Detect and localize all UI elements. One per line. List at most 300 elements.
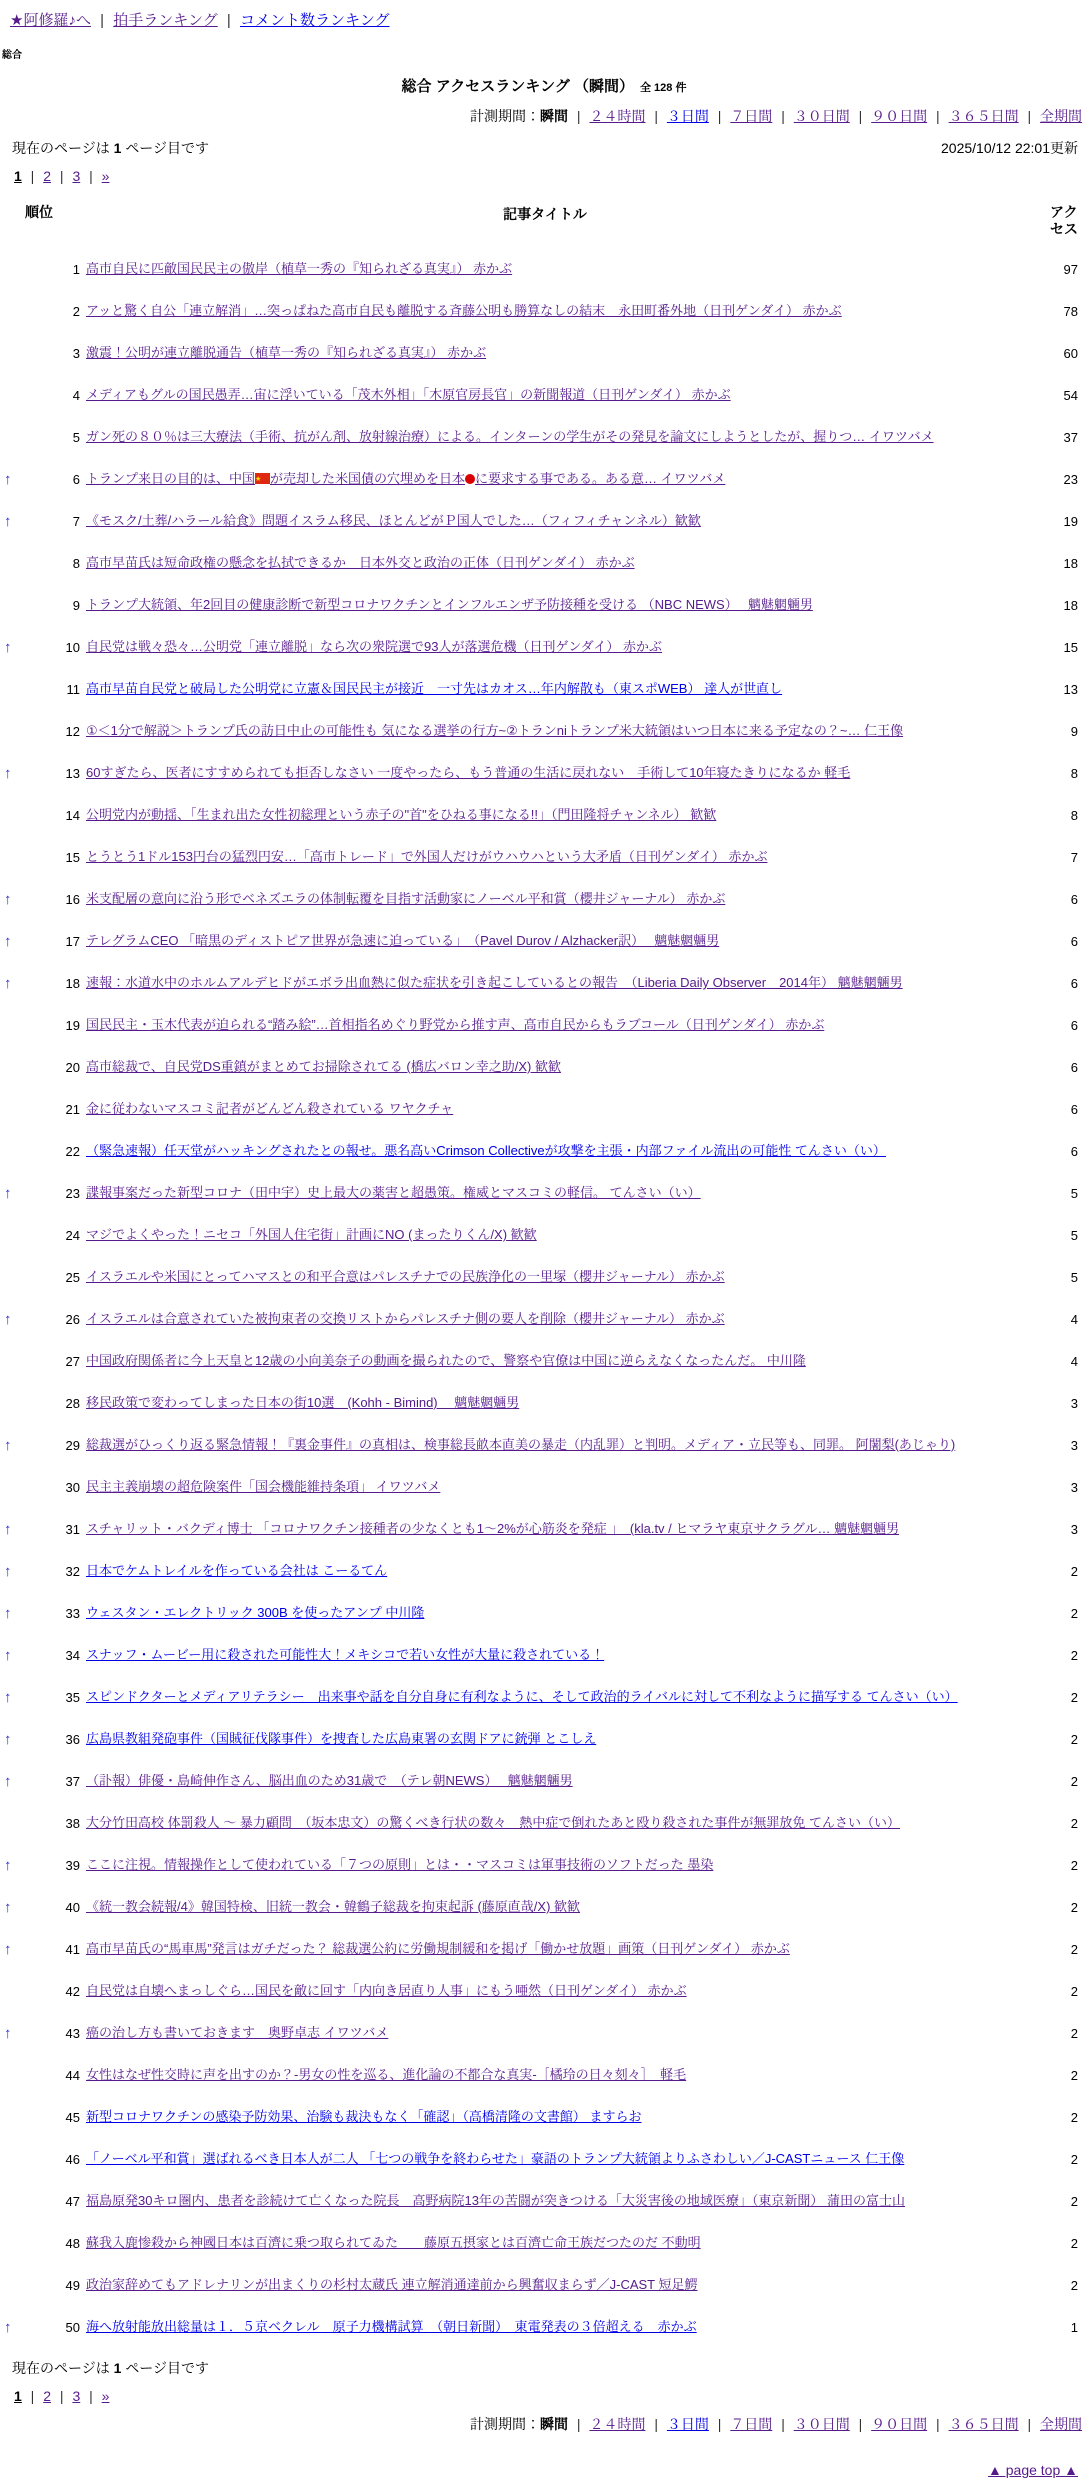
period-label: 計測期間： xyxy=(470,2416,541,2432)
access-count: 2 xyxy=(1070,1815,1078,1831)
rank-number: 42 xyxy=(65,1983,80,1999)
rank-number: 15 xyxy=(65,849,80,865)
rank-arrow-cell xyxy=(0,472,20,487)
access-count: 1 xyxy=(1070,2319,1078,2335)
separator: | xyxy=(56,2388,68,2404)
article-title-cell xyxy=(86,1519,1016,1539)
access-count: 6 xyxy=(1070,891,1078,907)
access-count: 3 xyxy=(1070,1521,1078,1537)
rank-up-icon: ↑ xyxy=(4,1436,12,1454)
access-count: 3 xyxy=(1070,1479,1078,1495)
table-row xyxy=(0,836,1088,878)
title-column-header: 記事タイトル xyxy=(503,206,587,222)
article-link[interactable]: （緊急速報）任天堂がハッキングされたとの報せ。悪名高いCrimson Collectiveが攻撃を主張・内部ファイル流出の可能性 てんさい（い） xyxy=(86,1143,886,1158)
rank-number: 27 xyxy=(65,1353,80,1369)
article-link[interactable]: 諜報事案だった新型コロナ（田中宇）史上最大の薬害と超愚策。権威とマスコミの軽信。 てんさい（い） xyxy=(86,1185,701,1200)
separator: | xyxy=(932,2416,944,2432)
article-link[interactable]: 蘇我入鹿惨殺から神國日本は百濟に乗つ取られてゐた 藤原五摂家とは百濟亡命王族だつたのだ 不動明 xyxy=(86,2235,701,2250)
access-count: 2 xyxy=(1070,1773,1078,1789)
article-title-cell xyxy=(86,1015,1016,1035)
access-count: 4 xyxy=(1070,1353,1078,1369)
topnav-link[interactable]: コメント数ランキング xyxy=(239,12,390,29)
separator: | xyxy=(777,108,789,124)
article-link[interactable]: 速報：水道水中のホルムアルデヒドがエボラ出血熱に似た症状を引き起こしているとの報告 （Liberia Daily Observer 2014年） 魑魅魍魎男 xyxy=(86,975,903,990)
table-row xyxy=(0,668,1088,710)
article-title-cell xyxy=(86,1981,1016,2001)
rank-arrow-cell xyxy=(0,1438,20,1453)
access-count: 18 xyxy=(1063,597,1078,613)
rank-number: 34 xyxy=(65,1647,80,1663)
article-link[interactable]: 広島県教組発砲事件（国賊征伐隊事件）を捜査した広島東署の玄関ドアに銃弾 とこしえ xyxy=(86,1731,597,1746)
article-link[interactable]: 海へ放射能放出総量は１．５京ベクレル 原子力機構試算 （朝日新聞） 東電発表の３倍超える 赤かぶ xyxy=(86,2319,697,2334)
table-row xyxy=(0,290,1088,332)
rank-up-icon: ↑ xyxy=(4,1310,12,1328)
access-count: 37 xyxy=(1063,429,1078,445)
access-count: 2 xyxy=(1070,1983,1078,1999)
separator: | xyxy=(713,108,726,124)
rank-number: 32 xyxy=(65,1563,80,1579)
article-title-cell xyxy=(86,1729,1016,1749)
separator: | xyxy=(26,168,39,184)
access-count: 2 xyxy=(1070,1857,1078,1873)
table-row xyxy=(0,1466,1088,1508)
rank-number: 14 xyxy=(65,807,80,823)
top-nav xyxy=(0,0,1088,32)
table-row xyxy=(0,2138,1088,2180)
rank-number: 38 xyxy=(65,1815,80,1831)
table-row xyxy=(0,1886,1088,1928)
article-title-cell xyxy=(86,1603,1016,1623)
separator: | xyxy=(854,108,867,124)
pagination-current-page[interactable]: 1 xyxy=(14,168,22,184)
article-title-cell xyxy=(86,259,1016,279)
rank-number: 39 xyxy=(65,1857,80,1873)
table-row xyxy=(0,2012,1088,2054)
table-row xyxy=(0,1046,1088,1088)
rank-number: 18 xyxy=(65,975,80,991)
pagination-link[interactable]: » xyxy=(101,2388,110,2404)
article-link[interactable]: スチャリット・バクディ博士 「コロナワクチン接種者の少なくとも1～2%が心筋炎を発症 」 (kla.tv / ヒマラヤ東京サクラグル… 魑魅魍魎男 xyxy=(86,1521,900,1536)
rank-number: 31 xyxy=(65,1521,80,1537)
period-link[interactable]: ３日間 xyxy=(666,2416,709,2432)
table-row xyxy=(0,794,1088,836)
period-link[interactable]: ３日間 xyxy=(666,108,709,124)
access-count: 19 xyxy=(1063,513,1078,529)
article-link[interactable]: 高市早苗氏は短命政権の懸念を払拭できるか 日本外交と政治の正体（日刊ゲンダイ） 赤かぶ xyxy=(86,555,635,570)
access-count: 2 xyxy=(1070,2151,1078,2167)
article-title-cell xyxy=(86,2275,1016,2295)
article-title-cell xyxy=(86,2023,1016,2043)
article-link[interactable]: 米支配層の意向に沿う形でベネズエラの体制転覆を目指す活動家にノーベル平和賞（櫻井ジャーナル） 赤かぶ xyxy=(86,891,726,906)
article-link[interactable]: 新型コロナワクチンの感染予防効果、治験も裁決もなく「確認」（高橋清隆の文書館） ますらお xyxy=(86,2109,642,2124)
article-title-cell xyxy=(86,385,1016,405)
period-bar-top xyxy=(0,96,1088,126)
separator: | xyxy=(854,2416,867,2432)
table-row xyxy=(0,1970,1088,2012)
rank-number: 10 xyxy=(65,639,80,655)
article-title-cell xyxy=(86,1183,1016,1203)
access-count: 6 xyxy=(1070,1059,1078,1075)
rank-number: 47 xyxy=(65,2193,80,2209)
article-link[interactable]: 高市自民に匹敵国民民主の傲岸（植草一秀の『知られざる真実』） 赤かぶ xyxy=(86,261,513,276)
article-link[interactable]: 女性はなぜ性交時に声を出すのか？-男女の性を巡る、進化論の不都合な真実-［橘玲の日々刻々］ 軽毛 xyxy=(86,2067,687,2082)
table-row xyxy=(0,1844,1088,1886)
table-row xyxy=(0,2306,1088,2348)
rank-number: 46 xyxy=(65,2151,80,2167)
separator: | xyxy=(573,108,585,124)
article-title-cell xyxy=(86,595,1016,615)
period-link[interactable]: ３６５日間 xyxy=(948,108,1019,124)
article-link[interactable]: とうとう1ドル153円台の猛烈円安…「高市トレード」で外国人だけがウハウハという大矛盾（日刊ゲンダイ） 赤かぶ xyxy=(86,849,768,864)
table-row xyxy=(0,1172,1088,1214)
article-link[interactable]: ガン死の８０％は三大療法（手術、抗がん剤、放射線治療）による。インターンの学生がその発見を論文にしようとしたが、握りつ… イワツバメ xyxy=(86,429,934,444)
rank-number: 7 xyxy=(72,513,80,529)
rank-up-icon: ↑ xyxy=(4,1184,12,1202)
article-title-cell xyxy=(86,469,1016,489)
article-title-cell xyxy=(86,1267,1016,1287)
rank-number: 8 xyxy=(72,555,80,571)
table-row xyxy=(0,332,1088,374)
pagination-top xyxy=(0,158,1088,184)
access-count: 6 xyxy=(1070,975,1078,991)
rank-number: 37 xyxy=(65,1773,80,1789)
article-title-cell xyxy=(86,847,1016,867)
table-row xyxy=(0,1676,1088,1718)
rank-number: 16 xyxy=(65,891,80,907)
access-column-header: アクセス xyxy=(1050,204,1078,237)
jp-dot-icon xyxy=(465,474,475,484)
rank-number: 5 xyxy=(72,429,80,445)
table-row xyxy=(0,752,1088,794)
table-row xyxy=(0,1550,1088,1592)
access-count: 23 xyxy=(1063,471,1078,487)
rank-arrow-cell xyxy=(0,1312,20,1327)
article-link[interactable]: イスラエルや米国にとってハマスとの和平合意はパレスチナでの民族浄化の一里塚（櫻井ジャーナル） 赤かぶ xyxy=(86,1269,725,1284)
rank-up-icon: ↑ xyxy=(4,638,12,656)
access-count: 5 xyxy=(1070,1269,1078,1285)
rank-arrow-cell xyxy=(0,1606,20,1621)
article-title-cell xyxy=(86,805,1016,825)
rank-number: 6 xyxy=(72,471,80,487)
table-row xyxy=(0,1004,1088,1046)
article-title-cell xyxy=(86,1225,1016,1245)
period-link[interactable]: ２４時間 xyxy=(589,2416,646,2432)
pagination-link[interactable]: » xyxy=(101,168,110,184)
article-title-cell xyxy=(86,2107,1016,2127)
topnav-link[interactable]: 拍手ランキング xyxy=(113,12,218,29)
rank-number: 24 xyxy=(65,1227,80,1243)
table-row xyxy=(0,626,1088,668)
table-body xyxy=(0,248,1088,2348)
table-row xyxy=(0,416,1088,458)
article-link[interactable]: 金に従わないマスコミ記者がどんどん殺されている ワヤクチャ xyxy=(86,1101,454,1116)
separator: | xyxy=(932,108,944,124)
article-title-cell xyxy=(86,2317,1016,2337)
article-title-cell xyxy=(86,1435,1016,1455)
article-link[interactable]: 中国政府関係者に今上天皇と12歳の小向美奈子の動画を撮られたので、警察や官僚は中国に逆らえなくなったんだ。 中川隆 xyxy=(86,1353,806,1368)
article-title-cell xyxy=(86,553,1016,573)
period-link[interactable]: ９０日間 xyxy=(871,2416,928,2432)
access-count: 8 xyxy=(1070,807,1078,823)
table-row xyxy=(0,500,1088,542)
table-row xyxy=(0,1760,1088,1802)
separator: | xyxy=(573,2416,585,2432)
article-title-cell xyxy=(86,889,1016,909)
article-title-cell xyxy=(86,1309,1016,1329)
access-count: 9 xyxy=(1070,723,1078,739)
article-title-cell xyxy=(86,2191,1016,2211)
access-count: 6 xyxy=(1070,1101,1078,1117)
rank-number: 28 xyxy=(65,1395,80,1411)
article-link[interactable]: 政治家辞めてもアドレナリンが出まくりの杉村太蔵氏 連立解消通達前から興奮収まらず／J-CAST 短足鰐 xyxy=(86,2277,698,2292)
rank-number: 48 xyxy=(65,2235,80,2251)
rank-arrow-cell xyxy=(0,1900,20,1915)
table-row xyxy=(0,2180,1088,2222)
period-link[interactable]: ９０日間 xyxy=(871,108,928,124)
topnav-link[interactable]: ★阿修羅♪へ xyxy=(10,12,91,29)
rank-arrow-cell xyxy=(0,1564,20,1579)
access-count: 13 xyxy=(1063,681,1078,697)
pagination-bottom xyxy=(0,2378,1088,2404)
rank-number: 20 xyxy=(65,1059,80,1075)
rank-up-icon: ↑ xyxy=(4,974,12,992)
article-link[interactable]: ここに注視。情報操作として使われている「７つの原則」とは・・マスコミは軍事技術のソフトだった 墨染 xyxy=(86,1857,714,1872)
page-info-row xyxy=(0,126,1088,158)
rank-up-icon: ↑ xyxy=(4,1688,12,1706)
access-count: 7 xyxy=(1070,849,1078,865)
article-title-cell xyxy=(86,679,1016,699)
article-link[interactable]: アッと驚く自公「連立解消」…突っぱねた高市自民も離脱する斉藤公明も勝算なしの結末 永田町番外地（日刊ゲンダイ） 赤かぶ xyxy=(86,303,842,318)
separator: | xyxy=(713,2416,726,2432)
period-link[interactable]: 全期間 xyxy=(1040,108,1082,124)
pagination-link[interactable]: 2 xyxy=(43,168,52,184)
article-title-cell xyxy=(86,1141,1016,1161)
table-row xyxy=(0,2264,1088,2306)
rank-arrow-cell xyxy=(0,1186,20,1201)
rank-up-icon: ↑ xyxy=(4,470,12,488)
article-title-cell xyxy=(86,2065,1016,2085)
article-link[interactable]: 《統一教会続報/4》韓国特検、旧統一教会・韓鶴子総裁を拘束起訴 (藤原直哉/X) 歓歓 xyxy=(86,1899,581,1914)
article-link[interactable]: 日本でケムトレイルを作っている会社は こーるてん xyxy=(86,1563,388,1578)
access-count: 2 xyxy=(1070,1689,1078,1705)
table-row xyxy=(0,710,1088,752)
article-link[interactable]: テレグラムCEO 「暗黒のディストピア世界が急速に迫っている」 （Pavel Durov / Alzhacker訳） 魑魅魍魎男 xyxy=(86,933,720,948)
article-link[interactable]: 高市早苗自民党と破局した公明党に立憲＆国民民主が接近 一寸先はカオス…年内解散も（東スポWEB） 達人が世直し xyxy=(86,681,783,696)
rank-number: 3 xyxy=(72,345,80,361)
current-page-number: 1 xyxy=(113,140,122,156)
rank-up-icon: ↑ xyxy=(4,932,12,950)
rank-number: 19 xyxy=(65,1017,80,1033)
table-row xyxy=(0,878,1088,920)
article-link[interactable]: 国民民主・玉木代表が迫られる“踏み絵”…首相指名めぐり野党から推す声、高市自民からもラブコール（日刊ゲンダイ） 赤かぶ xyxy=(86,1017,825,1032)
pagination-current-page[interactable]: 1 xyxy=(14,2388,22,2404)
article-link[interactable]: イスラエルは合意されていた被拘束者の交換リストからパレスチナ側の要人を削除（櫻井ジャーナル） 赤かぶ xyxy=(86,1311,725,1326)
rank-arrow-cell xyxy=(0,1774,20,1789)
table-row xyxy=(0,248,1088,290)
separator: | xyxy=(85,2388,97,2404)
rank-number: 45 xyxy=(65,2109,80,2125)
rank-up-icon: ↑ xyxy=(4,1898,12,1916)
rank-arrow-cell xyxy=(0,1858,20,1873)
rank-arrow-cell xyxy=(0,934,20,949)
rank-up-icon: ↑ xyxy=(4,1856,12,1874)
category-label: 総合 xyxy=(2,50,22,61)
article-link[interactable]: （訃報）俳優・島崎伸作さん、脳出血のため31歳で （テレ朝NEWS） 魑魅魍魎男 xyxy=(86,1773,573,1788)
article-title-cell xyxy=(86,931,1016,951)
access-count: 78 xyxy=(1063,303,1078,319)
article-link[interactable]: 自民党は自壊へまっしぐら…国民を敵に回す「内向き居直り人事」にもう唖然（日刊ゲンダイ） 赤かぶ xyxy=(86,1983,687,1998)
access-count: 2 xyxy=(1070,2067,1078,2083)
access-count: 5 xyxy=(1070,1227,1078,1243)
table-row xyxy=(0,1424,1088,1466)
period-bar-bottom xyxy=(0,2404,1088,2434)
table-row xyxy=(0,1088,1088,1130)
page-top-row xyxy=(0,2434,1088,2478)
access-count: 60 xyxy=(1063,345,1078,361)
period-link[interactable]: ７日間 xyxy=(730,2416,773,2432)
period-link[interactable]: ３６５日間 xyxy=(948,2416,1019,2432)
separator: | xyxy=(1023,108,1035,124)
article-link[interactable]: ウェスタン・エレクトリック 300B を使ったアンプ 中川隆 xyxy=(86,1605,425,1620)
article-title-cell xyxy=(86,973,1016,993)
article-link[interactable]: 高市総裁で、自民党DS重鎮がまとめてお掃除されてる (橋広バロン幸之助/X) 歓歓 xyxy=(86,1059,561,1074)
rank-number: 33 xyxy=(65,1605,80,1621)
separator: | xyxy=(85,168,97,184)
separator: | xyxy=(56,168,68,184)
table-header xyxy=(0,198,1088,248)
rank-up-icon: ↑ xyxy=(4,1562,12,1580)
article-link[interactable]: 「ノーベル平和賞」選ばれるべき日本人が二人 「七つの戦争を終わらせた」豪語のトランプ大統領よりふさわしい／J-CASTニュース 仁王像 xyxy=(86,2151,905,2166)
article-link[interactable]: トランプ大統領、年2回目の健康診断で新型コロナワクチンとインフルエンザ予防接種を受ける （NBC NEWS） 魑魅魍魎男 xyxy=(86,597,813,612)
table-row xyxy=(0,1718,1088,1760)
rank-up-icon: ↑ xyxy=(4,764,12,782)
table-row xyxy=(0,2054,1088,2096)
article-link[interactable]: 《モスク/土葬/ハラール給食》問題イスラム移民、ほとんどがＰ国人でした…（フィフィチャンネル）歓歓 xyxy=(86,513,701,528)
rank-arrow-cell xyxy=(0,1942,20,1957)
article-title-cell xyxy=(86,721,1016,741)
access-count: 2 xyxy=(1070,2109,1078,2125)
pagination-link[interactable]: 3 xyxy=(72,2388,81,2404)
article-link[interactable]: トランプ来日の目的は、中国 ★ が売却した米国債の穴埋めを日本 に要求する事である。ある意… イワツバメ xyxy=(86,471,725,486)
period-link[interactable]: 全期間 xyxy=(1040,2416,1082,2432)
rank-arrow-cell xyxy=(0,1648,20,1663)
rank-up-icon: ↑ xyxy=(4,1520,12,1538)
access-count: 2 xyxy=(1070,2193,1078,2209)
separator: | xyxy=(777,2416,789,2432)
table-row xyxy=(0,1256,1088,1298)
article-title-cell xyxy=(86,301,1016,321)
rank-number: 1 xyxy=(72,261,80,277)
table-row xyxy=(0,1214,1088,1256)
period-link[interactable]: ７日間 xyxy=(730,108,773,124)
rank-number: 50 xyxy=(65,2319,80,2335)
article-title-cell xyxy=(86,2149,1016,2169)
period-link[interactable]: ２４時間 xyxy=(589,108,646,124)
rank-up-icon: ↑ xyxy=(4,1604,12,1622)
pagination-link[interactable]: 3 xyxy=(72,168,81,184)
article-link[interactable]: スピンドクターとメディアリテラシー 出来事や話を自分自身に有利なように、そして政治的ライバルに対して不利なように描写する てんさい（い） xyxy=(86,1689,958,1704)
rank-number: 21 xyxy=(65,1101,80,1117)
table-row xyxy=(0,1592,1088,1634)
access-count: 2 xyxy=(1070,1563,1078,1579)
table-row xyxy=(0,1340,1088,1382)
article-title-cell xyxy=(86,2233,1016,2253)
article-link[interactable]: 大分竹田高校 体罰殺人 ～ 暴力顧問 （坂本忠文）の驚くべき行状の数々 熱中症で倒れたあと殴り殺された事件が無罪放免 てんさい（い） xyxy=(86,1815,900,1830)
article-link[interactable]: 公明党内が動揺、「生まれ出た女性初総理という赤子の"首"をひねる事になる!!」（門田隆将チャンネル） 歓歓 xyxy=(86,807,717,822)
separator: | xyxy=(650,108,662,124)
rank-up-icon: ↑ xyxy=(4,1940,12,1958)
article-title-cell xyxy=(86,1477,1016,1497)
article-title-cell xyxy=(86,1771,1016,1791)
table-row xyxy=(0,1508,1088,1550)
period-label: 計測期間： xyxy=(470,108,541,124)
rank-number: 36 xyxy=(65,1731,80,1747)
period-current: 瞬間 xyxy=(540,108,569,124)
table-row xyxy=(0,1298,1088,1340)
article-link[interactable]: ①＜1分で解説＞トランプ氏の訪日中止の可能性も 気になる選挙の行方~②トランniトランプ米大統領はいつ日本に来る予定なの？~… 仁王像 xyxy=(86,723,904,738)
article-link[interactable]: 自民党は戦々恐々…公明党「連立離脱」なら次の衆院選で93人が落選危機（日刊ゲンダイ） 赤かぶ xyxy=(86,639,663,654)
table-row xyxy=(0,374,1088,416)
article-link[interactable]: 高市早苗氏の“馬車馬”発言はガチだった？ 総裁選公約に労働規制緩和を掲げ「働かせ放題」画策（日刊ゲンダイ） 赤かぶ xyxy=(86,1941,790,1956)
rank-number: 22 xyxy=(65,1143,80,1159)
article-link[interactable]: スナッフ・ムービー用に殺された可能性大！メキシコで若い女性が大量に殺されている！ xyxy=(86,1647,605,1662)
rank-up-icon: ↑ xyxy=(4,1730,12,1748)
table-row xyxy=(0,2222,1088,2264)
rank-number: 35 xyxy=(65,1689,80,1705)
separator: | xyxy=(95,12,109,29)
article-link[interactable]: 総裁選がひっくり返る緊急情報！『裏金事件』の真相は、検事総長畝本直美の暴走（内乱罪）と判明。メディア・立民等も、同罪。 阿闍梨(あじゃり) xyxy=(86,1437,956,1452)
rank-number: 49 xyxy=(65,2277,80,2293)
rank-number: 9 xyxy=(72,597,80,613)
article-title-cell xyxy=(86,1645,1016,1665)
rank-arrow-cell xyxy=(0,640,20,655)
table-row xyxy=(0,1130,1088,1172)
article-link[interactable]: マジでよくやった！ニセコ「外国人住宅街」計画にNO (まったりくん/X) 歓歓 xyxy=(86,1227,537,1242)
rank-column-header: 順位 xyxy=(25,204,53,220)
rank-up-icon: ↑ xyxy=(4,2318,12,2336)
article-link[interactable]: 激震！公明が連立離脱通告（植草一秀の『知られざる真実』） 赤かぶ xyxy=(86,345,487,360)
period-link[interactable]: ３０日間 xyxy=(793,2416,850,2432)
access-count: 2 xyxy=(1070,2277,1078,2293)
article-title-cell xyxy=(86,637,1016,657)
article-link[interactable]: メディアもグルの国民愚弄…宙に浮いている「茂木外相」「木原官房長官」の新聞報道（日刊ゲンダイ） 赤かぶ xyxy=(86,387,731,402)
access-count: 2 xyxy=(1070,1605,1078,1621)
article-link[interactable]: 60すぎたら、医者にすすめられても拒否しなさい 一度やったら、もう普通の生活に戻れない 手術して10年寝たきりになるか 軽毛 xyxy=(86,765,851,780)
article-link[interactable]: 福島原発30キロ圏内、患者を診続けて亡くなった院長 高野病院13年の苦闘が突きつける「大災害後の地域医療」（東京新聞） 蒲田の富士山 xyxy=(86,2193,906,2208)
rank-number: 25 xyxy=(65,1269,80,1285)
page-top-link[interactable]: ▲ page top ▲ xyxy=(988,2462,1078,2478)
access-count: 4 xyxy=(1070,1311,1078,1327)
rank-up-icon: ↑ xyxy=(4,512,12,530)
period-link[interactable]: ３０日間 xyxy=(793,108,850,124)
table-row xyxy=(0,1928,1088,1970)
table-row xyxy=(0,1634,1088,1676)
cn-flag-icon xyxy=(255,473,270,484)
total-count: 全 128 件 xyxy=(639,82,687,94)
article-link[interactable]: 移民政策で変わってしまった日本の街10選 (Kohh - Bimind) 魑魅魍魎男 xyxy=(86,1395,520,1410)
article-link[interactable]: 癌の治し方も書いておきます 奥野卓志 イワツバメ xyxy=(86,2025,389,2040)
table-row xyxy=(0,1802,1088,1844)
article-title-cell xyxy=(86,1561,1016,1581)
table-row xyxy=(0,920,1088,962)
rank-number: 4 xyxy=(72,387,80,403)
article-title-cell xyxy=(86,1099,1016,1119)
current-page-text: 現在のページは 1 ページ目です xyxy=(12,140,210,156)
rank-number: 17 xyxy=(65,933,80,949)
table-row xyxy=(0,542,1088,584)
article-link[interactable]: 民主主義崩壊の超危険案件「国会機能維持条項」 イワツバメ xyxy=(86,1479,441,1494)
pagination-link[interactable]: 2 xyxy=(43,2388,52,2404)
